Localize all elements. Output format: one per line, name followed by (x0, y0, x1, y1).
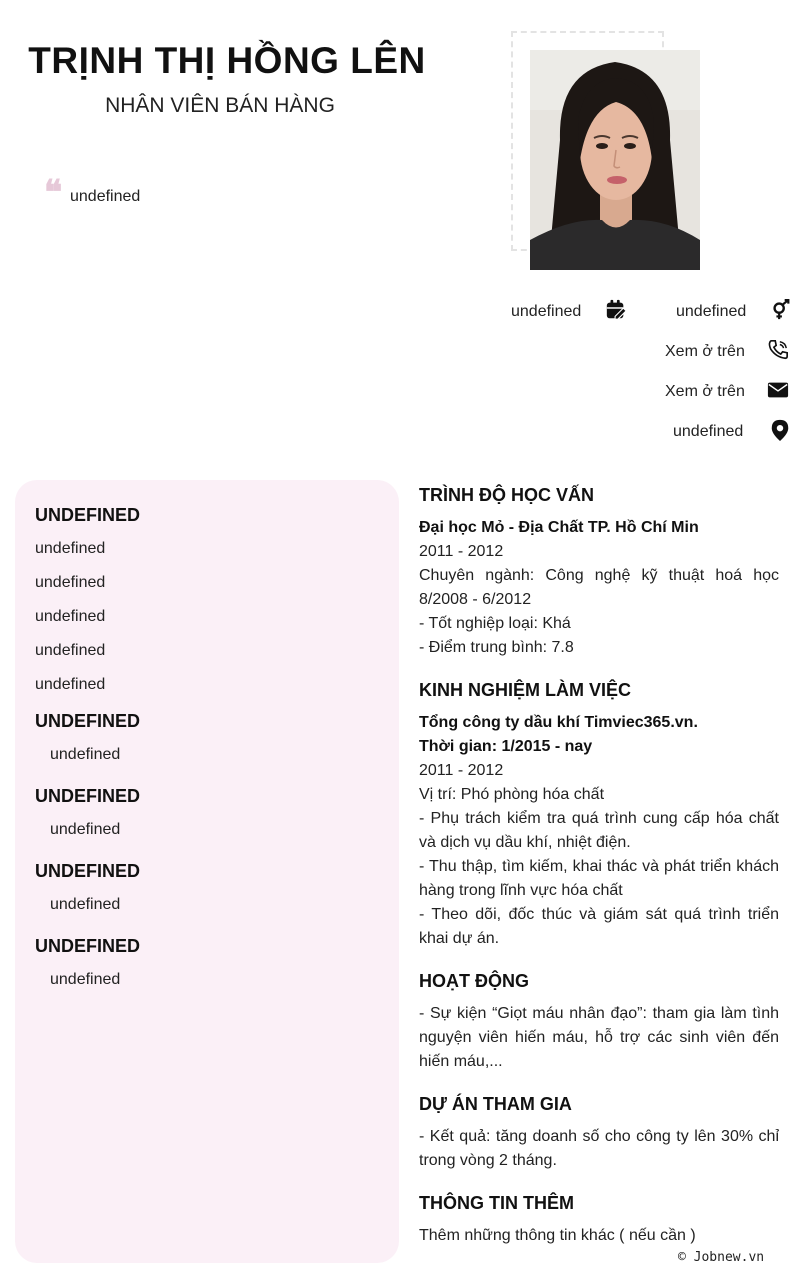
sidebar-item: undefined (50, 746, 121, 763)
projects-title: DỰ ÁN THAM GIA (419, 1094, 572, 1114)
phone-value: Xem ở trên (665, 343, 745, 360)
gender-value: undefined (676, 303, 747, 320)
calendar-edit-icon (605, 299, 627, 321)
sidebar-item: undefined (35, 540, 106, 557)
map-pin-icon (769, 419, 791, 441)
experience-title: KINH NGHIỆM LÀM VIỆC (419, 680, 632, 700)
sidebar-section-title: UNDEFINED (35, 711, 141, 731)
experience-line: - Theo dõi, đốc thúc và giám sát quá trình triển khai dự án. (419, 906, 779, 947)
sidebar-item: undefined (35, 676, 106, 693)
address-value: undefined (673, 423, 744, 440)
birthday-value: undefined (511, 303, 582, 320)
sidebar-section-title: UNDEFINED (35, 786, 141, 806)
education-body (419, 516, 779, 660)
avatar (530, 50, 700, 270)
education-line: - Điểm trung bình: 7.8 (419, 639, 574, 656)
school-name: Đại học Mỏ - Địa Chất TP. Hồ Chí Min (419, 519, 699, 536)
company-name: Tổng công ty dầu khí Timviec365.vn. (419, 714, 698, 731)
sidebar-item: undefined (35, 574, 106, 591)
experience-period: 2011 - 2012 (419, 762, 504, 779)
job-title: NHÂN VIÊN BÁN HÀNG (105, 94, 335, 117)
quote-icon: ❝ (44, 173, 63, 213)
sidebar-section-title: UNDEFINED (35, 936, 141, 956)
candidate-name: TRỊNH THỊ HỒNG LÊN (28, 40, 426, 81)
sidebar-item: undefined (50, 896, 121, 913)
experience-line: - Thu thập, tìm kiếm, khai thác và phát triển khách hàng trong lĩnh vực hóa chất (419, 858, 779, 899)
extra-info-title: THÔNG TIN THÊM (419, 1193, 574, 1213)
sidebar-section-title: UNDEFINED (35, 861, 141, 881)
activities-text: - Sự kiện “Giọt máu nhân đạo”: tham gia làm tình nguyện viên hiến máu, hỗ trợ các sinh viên đến hiến máu,... (419, 1005, 779, 1070)
projects-text: - Kết quả: tăng doanh số cho công ty lên 30% chỉ trong vòng 2 tháng. (419, 1128, 779, 1169)
extra-info-text: Thêm những thông tin khác ( nếu cần ) (419, 1227, 696, 1244)
gender-icon (770, 299, 792, 321)
sidebar-item: undefined (35, 642, 106, 659)
education-line: Chuyên ngành: Công nghệ kỹ thuật hoá học 8/2008 - 6/2012 (419, 567, 779, 608)
career-objective: undefined (70, 188, 141, 205)
experience-line: - Phụ trách kiểm tra quá trình cung cấp hóa chất và dịch vụ dầu khí, nhiệt điện. (419, 810, 779, 851)
sidebar-section-title: UNDEFINED (35, 505, 141, 525)
employment-time: Thời gian: 1/2015 - nay (419, 738, 593, 755)
experience-body (419, 711, 779, 951)
activities-title: HOẠT ĐỘNG (419, 971, 529, 991)
envelope-icon (767, 379, 789, 401)
sidebar-item: undefined (50, 821, 121, 838)
phone-icon (767, 339, 789, 361)
experience-line: Vị trí: Phó phòng hóa chất (419, 786, 605, 803)
education-title: TRÌNH ĐỘ HỌC VẤN (419, 485, 594, 505)
email-value: Xem ở trên (665, 383, 745, 400)
sidebar-item: undefined (50, 971, 121, 988)
footer-copyright: © Jobnew.vn (678, 1250, 765, 1265)
education-line: - Tốt nghiệp loại: Khá (419, 615, 571, 632)
sidebar-item: undefined (35, 608, 106, 625)
education-period: 2011 - 2012 (419, 543, 504, 560)
